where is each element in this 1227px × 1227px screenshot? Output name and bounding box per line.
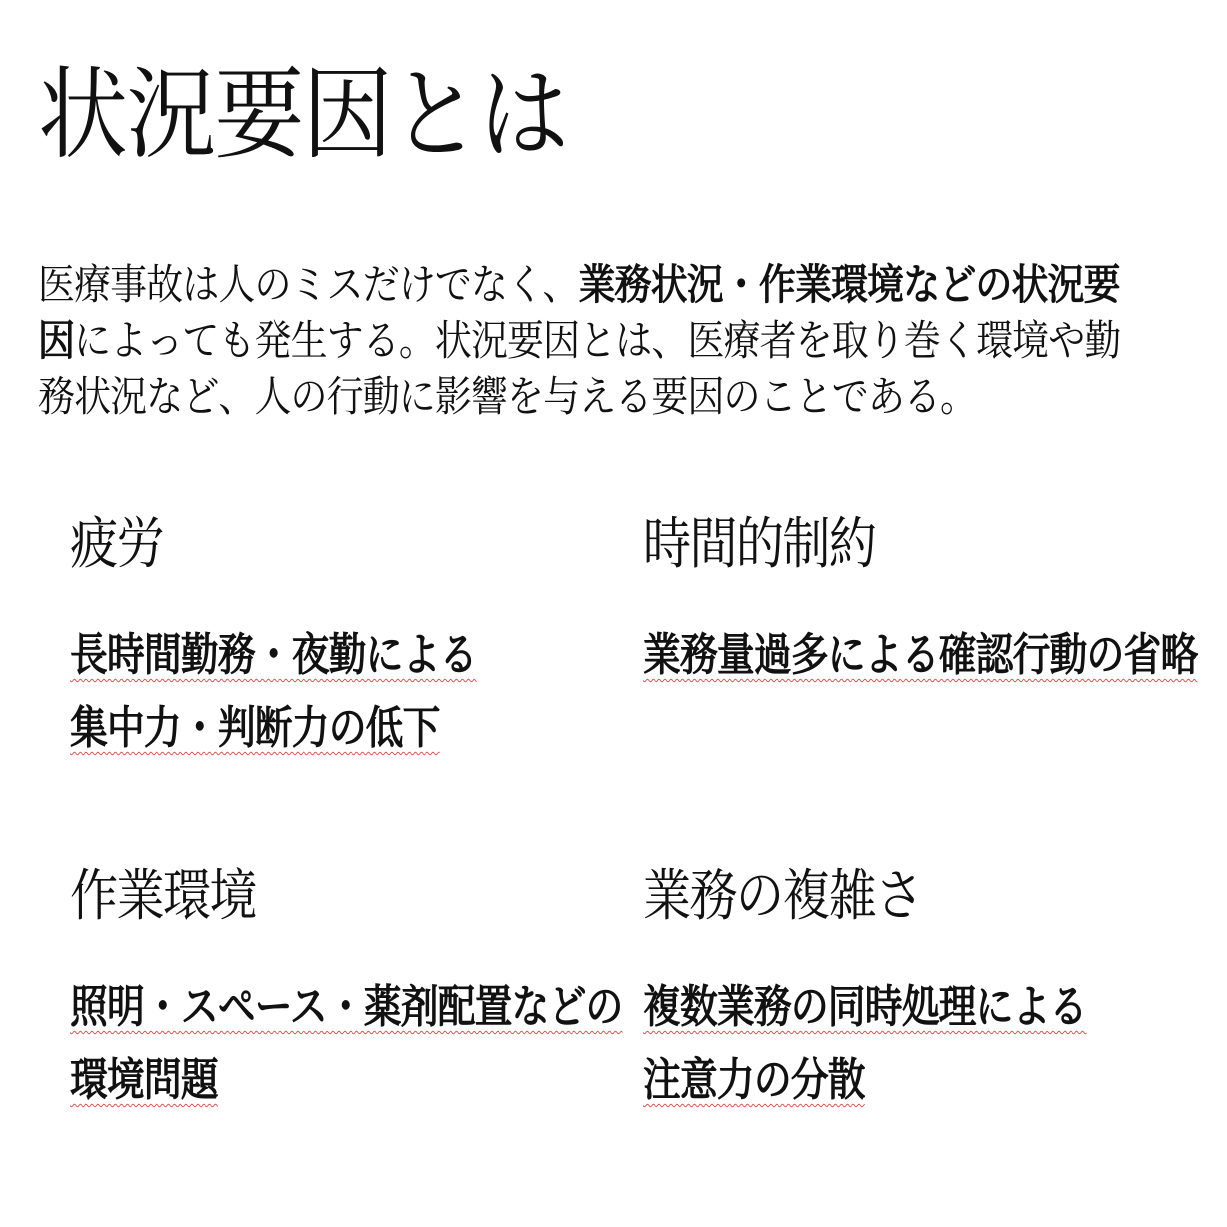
factor-description — [643, 970, 1087, 1116]
page-title: 状況要因とは — [38, 56, 568, 173]
factor-card-task-complexity — [643, 862, 1203, 1106]
factor-description-line: 長時間勤務・夜勤による — [70, 628, 477, 681]
factor-heading: 時間的制約 — [643, 512, 876, 577]
factor-description — [643, 618, 1197, 691]
factor-heading: 疲労 — [70, 512, 163, 577]
factor-description-line: 照明・スペース・薬剤配置などの — [70, 980, 623, 1033]
intro-highlight: 業務状況・作業環境などの状況要因 — [38, 260, 1120, 365]
factor-description — [70, 618, 477, 764]
factor-description-line: 業務量過多による確認行動の省略 — [643, 628, 1198, 681]
factor-description — [70, 970, 623, 1116]
factor-description-line: 環境問題 — [70, 1053, 218, 1106]
factor-card-work-environment — [70, 862, 630, 1106]
factor-heading: 業務の複雑さ — [643, 864, 922, 929]
intro-text-2: によっても発生する。状況要因とは、医療者を取り巻く環境や勤務状況など、人の行動に影響を与える要因のことである。 — [38, 316, 1121, 421]
factor-heading: 作業環境 — [70, 864, 256, 929]
factor-description-line: 注意力の分散 — [643, 1053, 865, 1106]
factor-description-line: 集中力・判断力の低下 — [70, 701, 440, 754]
intro-paragraph — [38, 257, 1147, 425]
factor-card-time-constraint — [643, 510, 1203, 681]
intro-text-1: 医療事故は人のミスだけでなく、 — [38, 260, 579, 309]
factor-description-line: 複数業務の同時処理による — [643, 980, 1087, 1033]
factor-card-fatigue — [70, 510, 630, 754]
